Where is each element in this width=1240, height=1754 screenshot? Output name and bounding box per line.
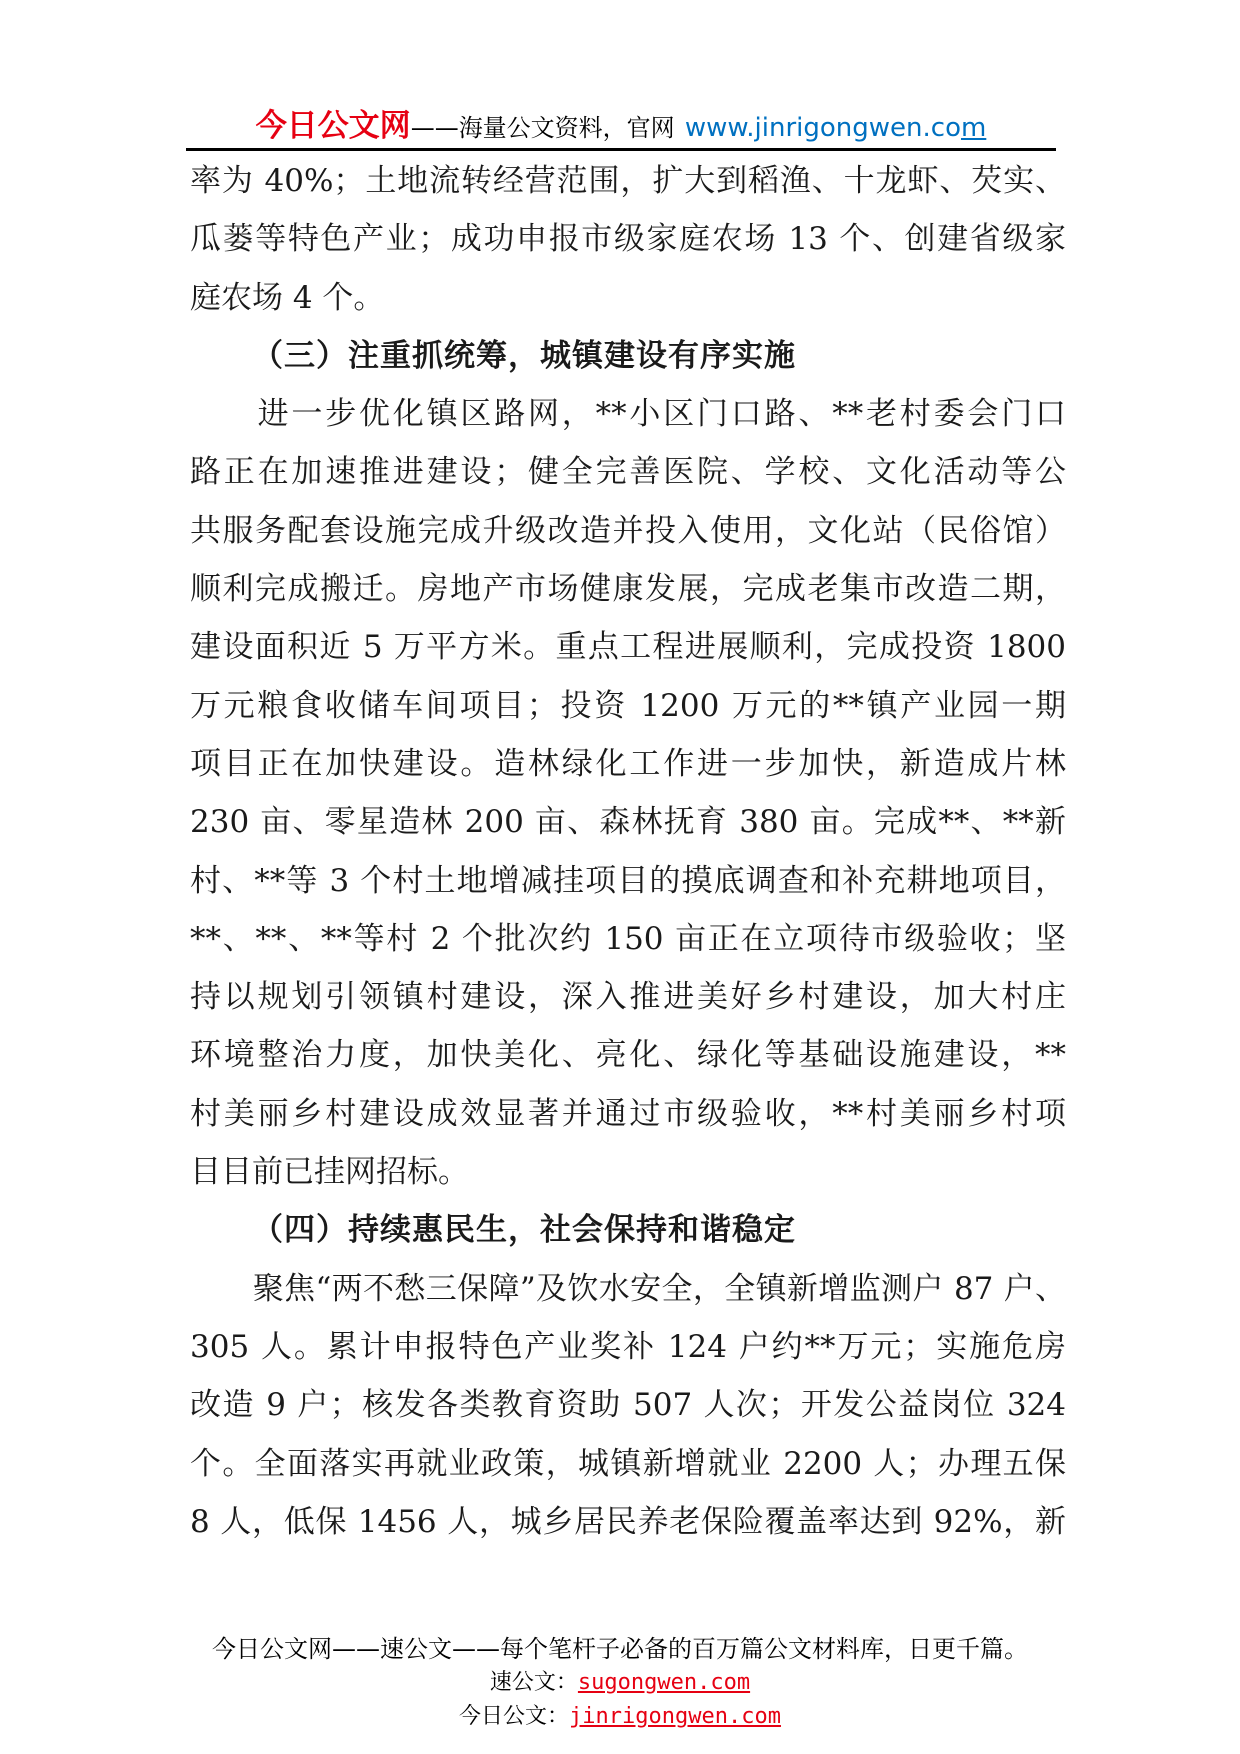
body-text-line: 进一步优化镇区路网，**小区门口路、**老村委会门口: [190, 396, 1066, 433]
footer-jinrigongwen-label: 今日公文：: [459, 1704, 570, 1729]
body-text-line: 8 人，低保 1456 人，城乡居民养老保险覆盖率达到 92%，新: [190, 1503, 1066, 1540]
footer-tagline: 今日公文网——速公文——每个笔杆子必备的百万篇公文材料库，日更千篇。: [212, 1635, 1028, 1663]
body-text-line: 环境整治力度，加快美化、亮化、绿化等基础设施建设，**: [190, 1037, 1066, 1074]
body-text-line: 顺利完成搬迁。房地产市场健康发展，完成老集市改造二期，: [190, 571, 1066, 608]
body-text-line: 目目前已挂网招标。: [190, 1154, 469, 1191]
body-text-line: 路正在加速推进建设；健全完善医院、学校、文化活动等公: [190, 454, 1066, 491]
brand-name: 今日公文网: [255, 108, 411, 144]
document-body: [190, 152, 1066, 1551]
section-heading: （三）注重抓统筹，城镇建设有序实施: [252, 337, 796, 374]
body-text-line: 个。全面落实再就业政策，城镇新增就业 2200 人；办理五保: [190, 1445, 1066, 1482]
body-text-line: 庭农场 4 个。: [190, 279, 385, 316]
body-text-line: 持以规划引领镇村建设，深入推进美好乡村建设，加大村庄: [190, 979, 1066, 1016]
footer-jinrigongwen-row: [160, 1700, 1080, 1734]
body-text-line: 村美丽乡村建设成效显著并通过市级验收，**村美丽乡村项: [190, 1095, 1066, 1132]
body-text-line: 瓜蒌等特色产业；成功申报市级家庭农场 13 个、创建省级家: [190, 221, 1066, 258]
body-text-line: 305 人。累计申报特色产业奖补 124 户约**万元；实施危房: [190, 1328, 1066, 1365]
header-site-tail: m: [960, 113, 987, 143]
section-heading: （四）持续惠民生，社会保持和谐稳定: [252, 1212, 796, 1249]
body-text-line: 230 亩、零星造林 200 亩、森林抚育 380 亩。完成**、**新: [190, 804, 1066, 841]
header-divider: [186, 148, 1056, 151]
body-text-line: **、**、**等村 2 个批次约 150 亩正在立项待市级验收；坚: [190, 920, 1066, 957]
body-text-line: 改造 9 户；核发各类教育资助 507 人次；开发公益岗位 324: [190, 1387, 1066, 1424]
body-text-line: 村、**等 3 个村土地增减挂项目的摸底调查和补充耕地项目，: [190, 862, 1066, 899]
footer-sugongwen-label: 速公文：: [489, 1670, 578, 1695]
header-site-main: www.jinrigongwen.co: [684, 113, 961, 143]
body-text-line: 建设面积近 5 万平方米。重点工程进展顺利，完成投资 1800: [190, 629, 1066, 666]
body-text-line: 率为 40%；土地流转经营范围，扩大到稻渔、十龙虾、芡实、: [190, 163, 1066, 199]
body-text-line: 项目正在加快建设。造林绿化工作进一步加快，新造成片林: [190, 745, 1066, 782]
body-text-line: 共服务配套设施完成升级改造并投入使用，文化站（民俗馆）: [190, 512, 1066, 549]
footer-sugongwen-link[interactable]: sugongwen.com: [577, 1670, 751, 1695]
page-footer: [160, 1632, 1080, 1734]
footer-sugongwen-row: [160, 1666, 1080, 1700]
body-text-line: 万元粮食收储车间项目；投资 1200 万元的**镇产业园一期: [190, 687, 1066, 724]
header-slogan: ——海量公文资料，官网: [410, 114, 675, 142]
page-header: [186, 100, 1056, 146]
footer-jinrigongwen-link[interactable]: jinrigongwen.com: [569, 1704, 781, 1729]
body-text-line: 聚焦“两不愁三保障”及饮水安全，全镇新增监测户 87 户、: [190, 1270, 1066, 1307]
header-site-link[interactable]: [685, 113, 986, 143]
